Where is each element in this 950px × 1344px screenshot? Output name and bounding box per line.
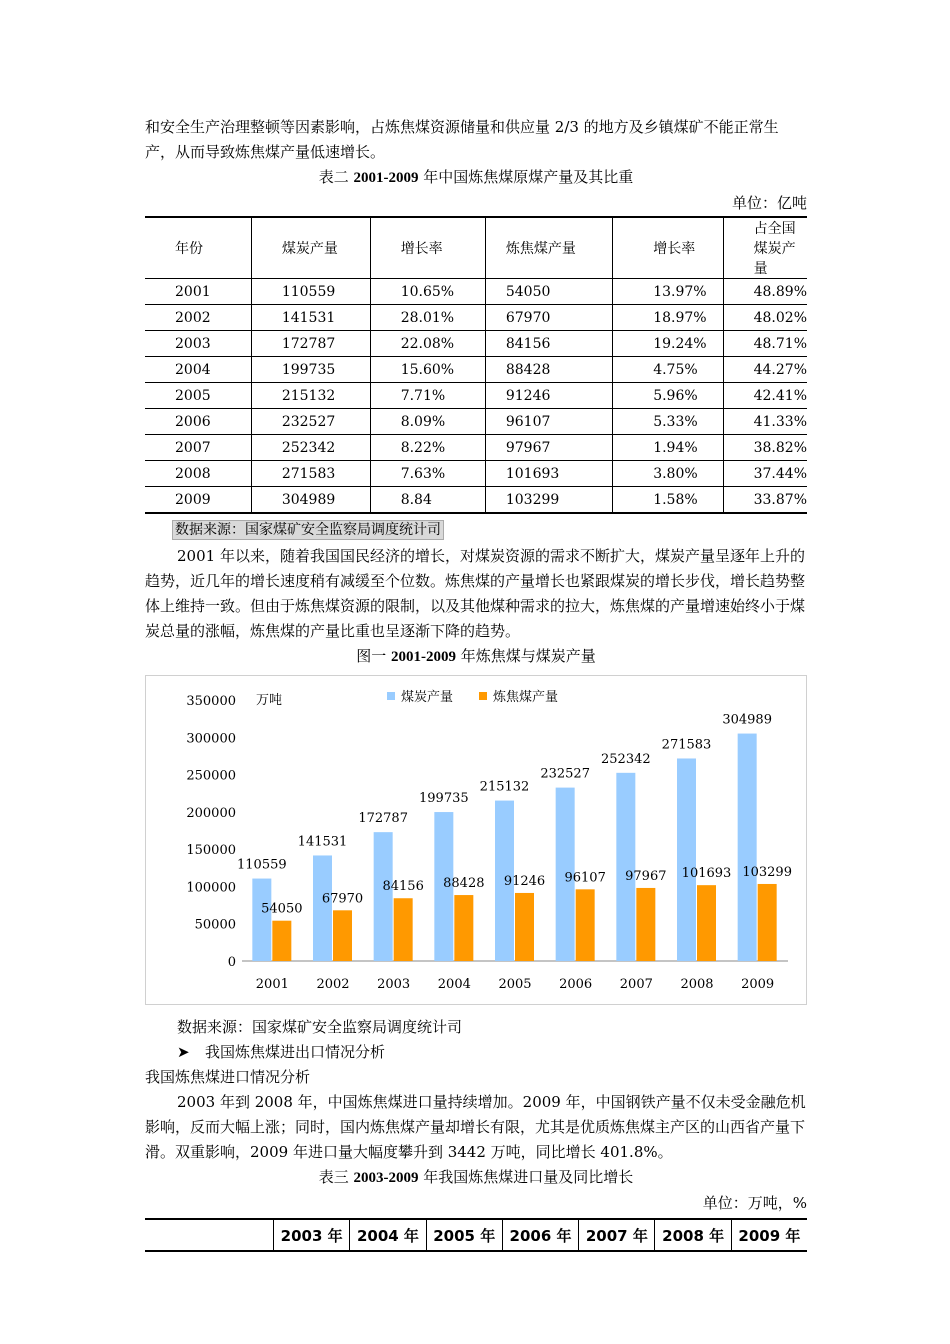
intro-paragraph: 和安全生产治理整顿等因素影响，占炼焦煤资源储量和供应量 2/3 的地方及乡镇煤矿不能正常生产，从而导致炼焦煤产量低速增长。 xyxy=(145,118,779,161)
cell-coal-output: 271583 xyxy=(251,461,370,487)
table2-coal-production xyxy=(145,216,807,514)
cell-coking-output: 96107 xyxy=(485,409,612,435)
cell-year: 2002 xyxy=(175,309,211,326)
legend-label: 炼焦煤产量 xyxy=(493,690,559,705)
header-year-2008: 2008 年 xyxy=(655,1219,731,1251)
cell-year: 2006 xyxy=(175,413,211,430)
data-label: 141531 xyxy=(297,834,348,850)
table-row xyxy=(145,435,807,461)
header-coal-growth: 增长率 xyxy=(370,217,485,279)
bar-coking-coal xyxy=(333,910,352,961)
bar-coking-coal xyxy=(454,895,473,961)
cell-coking-growth: 5.33% xyxy=(613,409,723,435)
cell-coal-output: 232527 xyxy=(251,409,370,435)
data-label: 97967 xyxy=(625,868,667,884)
legend-swatch xyxy=(479,692,487,700)
cell-share: 41.33% xyxy=(723,409,807,435)
cell-share: 37.44% xyxy=(723,461,807,487)
cell-coal-growth: 15.60% xyxy=(370,357,485,383)
cell-year: 2009 xyxy=(175,491,211,508)
table3-unit: 单位：万吨，% xyxy=(702,1194,807,1212)
cell-year: 2008 xyxy=(175,465,211,482)
import-paragraph: 2003 年到 2008 年，中国炼焦煤进口量持续增加。2009 年，中国钢铁产量不仅未受金融危机影响，反而大幅上涨；同时，国内炼焦煤产量却增长有限，尤其是优质炼焦煤主产区的山西省产量下滑。双重影响，2009 年进口量大幅度攀升到 3442 万吨，同比增长 401.8%。 xyxy=(145,1093,806,1161)
legend-swatch xyxy=(387,692,395,700)
header-year: 年份 xyxy=(175,241,203,257)
figure1-bar-chart xyxy=(145,675,807,1005)
header-year-2007: 2007 年 xyxy=(579,1219,655,1251)
data-label: 304989 xyxy=(722,712,772,728)
cell-share: 48.02% xyxy=(723,305,807,331)
chart-svg xyxy=(146,676,808,1006)
bar-coking-coal xyxy=(758,884,777,961)
y-tick-label: 300000 xyxy=(186,731,236,747)
cell-year: 2003 xyxy=(175,335,211,352)
cell-coking-output: 101693 xyxy=(485,461,612,487)
cell-coking-growth: 13.97% xyxy=(613,279,723,305)
header-coal-output: 煤炭产量 xyxy=(251,217,370,279)
cell-coking-growth: 19.24% xyxy=(613,331,723,357)
data-label: 67970 xyxy=(321,891,364,907)
cell-coking-growth: 3.80% xyxy=(613,461,723,487)
table2-unit: 单位：亿吨 xyxy=(731,194,807,212)
y-tick-label: 250000 xyxy=(186,768,236,784)
x-tick-label: 2006 xyxy=(559,977,593,992)
bar-coking-coal xyxy=(272,921,291,961)
cell-coking-output: 67970 xyxy=(485,305,612,331)
bar-coking-coal xyxy=(515,893,534,961)
data-label: 84156 xyxy=(382,879,424,895)
cell-share: 48.89% xyxy=(723,279,807,305)
document-page xyxy=(145,115,807,1252)
figure1-caption: 图一 2001-2009 年炼焦煤与煤炭产量 xyxy=(356,647,596,665)
cell-year: 2004 xyxy=(175,361,211,378)
y-axis-unit-label: 万吨 xyxy=(256,693,283,708)
header-year-2005: 2005 年 xyxy=(426,1219,502,1251)
bar-coal xyxy=(374,832,393,961)
header-share: 占全国煤炭产量 xyxy=(723,217,807,279)
header-year-2003: 2003 年 xyxy=(274,1219,350,1251)
cell-coal-output: 215132 xyxy=(251,383,370,409)
data-label: 172787 xyxy=(358,811,408,827)
cell-coal-output: 110559 xyxy=(251,279,370,305)
cell-coking-output: 103299 xyxy=(485,487,612,514)
analysis-paragraph: 2001 年以来，随着我国国民经济的增长，对煤炭资源的需求不断扩大，煤炭产量呈逐年上升的趋势，近几年的增长速度稍有减缓至个位数。炼焦煤的产量增长也紧跟煤炭的增长步伐，增长趋势整体上维持一致。但由于炼焦煤资源的限制，以及其他煤种需求的拉大，炼焦煤的产量增速始终小于煤炭总量的涨幅，炼焦煤的产量比重也呈逐渐下降的趋势。 xyxy=(145,547,806,640)
cell-coking-output: 91246 xyxy=(485,383,612,409)
cell-coal-growth: 28.01% xyxy=(370,305,485,331)
y-tick-label: 100000 xyxy=(186,880,236,896)
cell-share: 44.27% xyxy=(723,357,807,383)
bar-coal xyxy=(677,758,696,961)
table-row xyxy=(145,383,807,409)
header-coking-growth: 增长率 xyxy=(613,217,723,279)
x-tick-label: 2005 xyxy=(498,977,532,992)
x-tick-label: 2009 xyxy=(741,977,775,992)
data-label: 215132 xyxy=(479,779,530,795)
cell-coking-output: 97967 xyxy=(485,435,612,461)
data-label: 232527 xyxy=(540,766,590,782)
data-label: 271583 xyxy=(661,737,712,753)
data-label: 199735 xyxy=(419,791,469,807)
cell-share: 33.87% xyxy=(723,487,807,514)
table-row xyxy=(145,305,807,331)
bar-coal xyxy=(313,855,332,961)
cell-year: 2007 xyxy=(175,439,211,456)
cell-year: 2001 xyxy=(175,283,211,300)
cell-coal-output: 304989 xyxy=(251,487,370,514)
cell-coal-growth: 7.71% xyxy=(370,383,485,409)
cell-coking-growth: 18.97% xyxy=(613,305,723,331)
bar-coking-coal xyxy=(697,885,716,961)
cell-coking-growth: 5.96% xyxy=(613,383,723,409)
table2-caption: 表二 2001-2009 年中国炼焦煤原煤产量及其比重 xyxy=(318,168,634,186)
y-tick-label: 350000 xyxy=(186,694,236,709)
cell-coking-output: 54050 xyxy=(485,279,612,305)
arrow-bullet-icon: ➤ xyxy=(177,1043,190,1061)
cell-coal-growth: 8.22% xyxy=(370,435,485,461)
x-tick-label: 2002 xyxy=(316,977,350,992)
cell-coal-growth: 22.08% xyxy=(370,331,485,357)
x-tick-label: 2007 xyxy=(619,977,653,992)
data-label: 252342 xyxy=(601,751,651,767)
table-row xyxy=(145,279,807,305)
x-tick-label: 2003 xyxy=(377,977,411,992)
data-label: 54050 xyxy=(261,901,303,917)
table-header-row xyxy=(145,1219,807,1251)
table2-source: 数据来源：国家煤矿安全监察局调度统计司 xyxy=(172,520,444,540)
bar-coal xyxy=(738,734,757,961)
y-tick-label: 150000 xyxy=(186,843,236,859)
legend-label: 煤炭产量 xyxy=(401,690,454,705)
bar-coal xyxy=(616,773,635,961)
cell-coking-growth: 1.94% xyxy=(613,435,723,461)
x-tick-label: 2004 xyxy=(437,977,471,992)
x-tick-label: 2008 xyxy=(680,977,714,992)
data-label: 101693 xyxy=(681,866,732,882)
table-row xyxy=(145,487,807,514)
header-year-2009: 2009 年 xyxy=(731,1219,807,1251)
cell-coal-output: 172787 xyxy=(251,331,370,357)
table3-caption: 表三 2003-2009 年我国炼焦煤进口量及同比增长 xyxy=(318,1168,634,1186)
table-row xyxy=(145,357,807,383)
cell-coal-growth: 8.84 xyxy=(370,487,485,514)
cell-coal-growth: 10.65% xyxy=(370,279,485,305)
cell-share: 48.71% xyxy=(723,331,807,357)
data-label: 110559 xyxy=(237,857,287,873)
cell-share: 38.82% xyxy=(723,435,807,461)
cell-coal-growth: 7.63% xyxy=(370,461,485,487)
header-coking-output: 炼焦煤产量 xyxy=(485,217,612,279)
bar-coking-coal xyxy=(576,889,595,961)
figure1-source: 数据来源：国家煤矿安全监察局调度统计司 xyxy=(177,1018,463,1036)
header-blank xyxy=(145,1219,274,1251)
bar-coal xyxy=(252,879,271,961)
table-row xyxy=(145,461,807,487)
header-year-2004: 2004 年 xyxy=(350,1219,426,1251)
cell-coking-growth: 4.75% xyxy=(613,357,723,383)
bar-coking-coal xyxy=(636,888,655,961)
table-row xyxy=(145,331,807,357)
cell-year: 2005 xyxy=(175,387,211,404)
cell-share: 42.41% xyxy=(723,383,807,409)
section-subheading: 我国炼焦煤进口情况分析 xyxy=(145,1068,311,1086)
data-label: 96107 xyxy=(564,870,606,886)
data-label: 91246 xyxy=(503,873,546,889)
x-tick-label: 2001 xyxy=(255,977,289,992)
cell-coking-output: 88428 xyxy=(485,357,612,383)
cell-coking-output: 84156 xyxy=(485,331,612,357)
data-label: 88428 xyxy=(443,876,485,892)
cell-coal-growth: 8.09% xyxy=(370,409,485,435)
cell-coal-output: 141531 xyxy=(251,305,370,331)
bullet-heading: ➤ 我国炼焦煤进出口情况分析 xyxy=(177,1040,807,1065)
bar-coking-coal xyxy=(394,898,413,961)
table-header-row xyxy=(145,217,807,279)
y-tick-label: 0 xyxy=(227,955,236,970)
y-tick-label: 200000 xyxy=(186,805,236,821)
y-tick-label: 50000 xyxy=(194,917,236,933)
cell-coal-output: 199735 xyxy=(251,357,370,383)
data-label: 103299 xyxy=(742,864,792,880)
cell-coal-output: 252342 xyxy=(251,435,370,461)
cell-coking-growth: 1.58% xyxy=(613,487,723,514)
table3-imports xyxy=(145,1218,807,1252)
header-year-2006: 2006 年 xyxy=(502,1219,578,1251)
table-row xyxy=(145,409,807,435)
